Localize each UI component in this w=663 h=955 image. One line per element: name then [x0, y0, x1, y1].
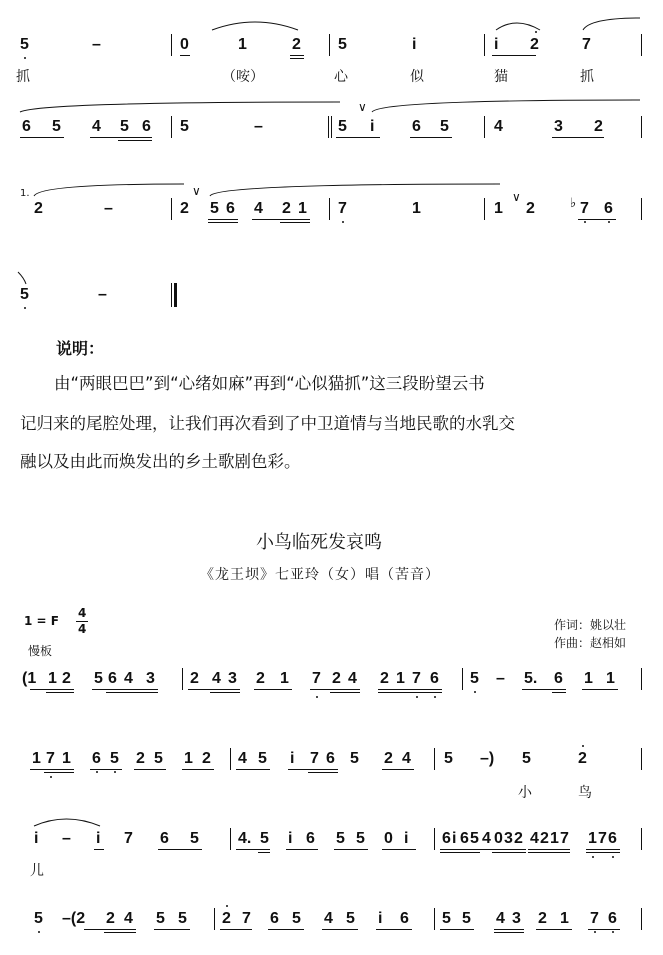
lyric: 心: [334, 69, 348, 85]
barline: [484, 34, 485, 56]
barline: [434, 828, 435, 850]
note: 2: [380, 670, 389, 687]
barline: [641, 116, 642, 138]
lyric: 儿: [30, 863, 44, 879]
note: i: [494, 36, 499, 53]
note: 6: [226, 200, 235, 217]
barline: [434, 748, 435, 770]
lyric: 抓: [580, 69, 594, 85]
barline: [484, 116, 485, 138]
note: 1: [62, 750, 71, 767]
note: 2: [530, 36, 539, 53]
note: 5: [346, 910, 355, 927]
note: 1: [48, 670, 57, 687]
note: 3: [512, 910, 521, 927]
note: 1: [184, 750, 193, 767]
note: 4: [482, 830, 491, 847]
note: 2: [332, 670, 341, 687]
note: 6: [554, 670, 563, 687]
note: 3: [554, 118, 563, 135]
note: 1: [606, 670, 615, 687]
note: 2: [190, 670, 199, 687]
note: 5: [34, 910, 43, 927]
dash: –): [480, 750, 495, 767]
note: i: [404, 830, 409, 847]
note: 5: [356, 830, 365, 847]
note: 6: [92, 750, 101, 767]
note: 5: [190, 830, 199, 847]
note: 1: [298, 200, 307, 217]
key-signature: 1 = F: [24, 614, 59, 628]
note: 2: [526, 200, 535, 217]
note: 6: [270, 910, 279, 927]
lyricist: 作词：姚以壮: [554, 618, 627, 632]
song-subtitle: 《龙王坝》七亚玲（女）唱（苦音）: [200, 567, 440, 583]
note: 2: [384, 750, 393, 767]
note: 1: [32, 750, 41, 767]
note: 5: [52, 118, 61, 135]
note: 2: [222, 910, 231, 927]
note: 6: [460, 830, 469, 847]
lyric: 鸟: [578, 785, 592, 801]
note: 1: [412, 200, 421, 217]
note: 4: [530, 830, 539, 847]
time-bottom: 4: [78, 622, 87, 636]
note: 6: [608, 910, 617, 927]
note: i: [452, 830, 457, 847]
note: 2: [292, 36, 301, 53]
note: 6: [142, 118, 151, 135]
note: 5: [470, 670, 479, 687]
barline: [171, 116, 172, 138]
note: 4: [402, 750, 411, 767]
note: 4.: [238, 830, 252, 847]
barline: [484, 198, 485, 220]
barline: [434, 908, 435, 930]
lyric: 猫: [494, 69, 508, 85]
barline: [641, 668, 642, 690]
note: 7: [310, 750, 319, 767]
barline: [171, 198, 172, 220]
note: 6: [108, 670, 117, 687]
note: 2: [106, 910, 115, 927]
note: 7: [560, 830, 569, 847]
note: 3: [228, 670, 237, 687]
note: 4: [348, 670, 357, 687]
note: 5: [440, 118, 449, 135]
flat-sign: ♭: [570, 196, 577, 211]
explanation-line: 融以及由此而焕发出的乡土歌剧色彩。: [20, 452, 301, 471]
time-top: 4: [78, 606, 87, 620]
note: 4: [254, 200, 263, 217]
note: 5: [20, 286, 29, 303]
dash: –: [496, 670, 505, 687]
note: 7: [412, 670, 421, 687]
note: 1: [396, 670, 405, 687]
barline: [230, 748, 231, 770]
note: 5: [94, 670, 103, 687]
note: 5: [444, 750, 453, 767]
note: 4: [92, 118, 101, 135]
note: –(2: [62, 910, 86, 927]
note: 2: [578, 750, 587, 767]
barline: [230, 828, 231, 850]
note: 7: [338, 200, 347, 217]
note: 4: [496, 910, 505, 927]
note: 2: [136, 750, 145, 767]
note: 4: [324, 910, 333, 927]
note: 3: [504, 830, 513, 847]
note: 5: [258, 750, 267, 767]
note: i: [412, 36, 417, 53]
barline: [641, 908, 642, 930]
note: 7: [580, 200, 589, 217]
barline: [462, 668, 463, 690]
dash: –: [254, 118, 263, 135]
note: 2: [256, 670, 265, 687]
note: 4: [124, 670, 133, 687]
dash: –: [92, 36, 101, 53]
barline: [641, 748, 642, 770]
tempo-mark: 慢板: [28, 644, 53, 658]
note: 1: [238, 36, 247, 53]
note: 5: [260, 830, 269, 847]
lyric: （咹）: [222, 69, 264, 85]
note: 7: [242, 910, 251, 927]
note: 7: [124, 830, 133, 847]
note: 6: [306, 830, 315, 847]
note: 5: [470, 830, 479, 847]
barline: [329, 198, 330, 220]
barline: [214, 908, 215, 930]
note: i: [34, 830, 39, 847]
dash: –: [98, 286, 107, 303]
note: 6: [430, 670, 439, 687]
note: 2: [594, 118, 603, 135]
note: 2: [540, 830, 549, 847]
note: 6: [412, 118, 421, 135]
note: 7: [582, 36, 591, 53]
breath-mark: ∨: [358, 100, 367, 114]
note: 1: [584, 670, 593, 687]
barline: [641, 828, 642, 850]
barline: [329, 34, 330, 56]
note: 1: [588, 830, 597, 847]
note: 1: [560, 910, 569, 927]
note: 2: [62, 670, 71, 687]
note: 2: [282, 200, 291, 217]
barline: [171, 34, 172, 56]
note: 0: [384, 830, 393, 847]
note: 5: [350, 750, 359, 767]
note: 2: [202, 750, 211, 767]
explanation-line: 记归来的尾腔处理，让我们再次看到了中卫道情与当地民歌的水乳交: [20, 414, 515, 433]
note: 5: [20, 36, 29, 53]
barline: [641, 34, 642, 56]
note: 7: [312, 670, 321, 687]
note: 5.: [524, 670, 538, 687]
note: 5: [338, 36, 347, 53]
note: 6: [442, 830, 451, 847]
note: 6: [400, 910, 409, 927]
note: 5: [178, 910, 187, 927]
note: 5: [120, 118, 129, 135]
note: i: [96, 830, 101, 847]
note: 5: [462, 910, 471, 927]
note: 5: [442, 910, 451, 927]
note: 6: [326, 750, 335, 767]
note: 7: [46, 750, 55, 767]
note: 2: [538, 910, 547, 927]
composer: 作曲：赵相如: [554, 636, 627, 650]
note: 5: [110, 750, 119, 767]
note: 6: [22, 118, 31, 135]
dash: –: [62, 830, 71, 847]
note: 4: [212, 670, 221, 687]
note: 7: [598, 830, 607, 847]
note: 5: [522, 750, 531, 767]
note: 0: [180, 36, 189, 53]
note: 0: [494, 830, 503, 847]
barline: [641, 198, 642, 220]
lyric: 小: [518, 785, 532, 801]
breath-mark: ∨: [512, 190, 521, 204]
note: 5: [292, 910, 301, 927]
song-title: 小鸟临死发哀鸣: [256, 532, 382, 553]
note: 1: [280, 670, 289, 687]
barline: [182, 668, 183, 690]
note: 2: [180, 200, 189, 217]
note: i: [290, 750, 295, 767]
lyric: 似: [410, 69, 424, 85]
note: 5: [336, 830, 345, 847]
note: 5: [210, 200, 219, 217]
volta: 1.: [20, 188, 30, 199]
explanation-line: 由“两眼巴巴”到“心绪如麻”再到“心似猫抓”这三段盼望云书: [54, 374, 485, 393]
note: 5: [156, 910, 165, 927]
note: 4: [238, 750, 247, 767]
note: 6: [160, 830, 169, 847]
note: 3: [146, 670, 155, 687]
note: 1: [550, 830, 559, 847]
note: i: [378, 910, 383, 927]
note: 5: [338, 118, 347, 135]
note: 5: [154, 750, 163, 767]
note: i: [288, 830, 293, 847]
breath-mark: ∨: [192, 184, 201, 198]
lyric: 抓: [16, 69, 30, 85]
note: 1: [494, 200, 503, 217]
note: 7: [590, 910, 599, 927]
note: 2: [514, 830, 523, 847]
note: 6: [608, 830, 617, 847]
explanation-heading: 说明：: [56, 339, 105, 358]
note: i: [370, 118, 375, 135]
note: 5: [180, 118, 189, 135]
note: 6: [604, 200, 613, 217]
note: (1: [22, 670, 37, 687]
note: 4: [494, 118, 503, 135]
dash: –: [104, 200, 113, 217]
note: 2: [34, 200, 43, 217]
note: 4: [124, 910, 133, 927]
